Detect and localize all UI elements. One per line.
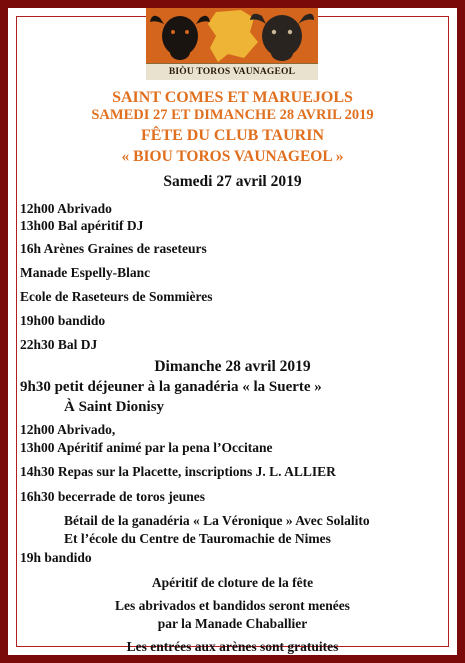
schedule-item: 16h Arènes Graines de raseteurs: [20, 241, 207, 256]
schedule-item: 19h bandido: [20, 550, 92, 565]
logo-banner-text: BIÒU TOROS VAUNAGEOL: [146, 63, 318, 80]
header-club: « BIOU TOROS VAUNAGEOL »: [121, 148, 344, 165]
schedule-item: 22h30 Bal DJ: [20, 337, 98, 352]
footer-free-entry: Les entrées aux arènes sont gratuites: [126, 639, 339, 654]
schedule-item: Ecole de Raseteurs de Sommières: [20, 289, 213, 304]
schedule-item: 14h30 Repas sur la Placette, inscriptions J. L. ALLIER: [20, 464, 336, 479]
header-event: FÊTE DU CLUB TAURIN: [141, 127, 324, 144]
schedule-item: 19h00 bandido: [20, 313, 106, 328]
bull-heads-icon: [146, 8, 318, 66]
schedule-item: Manade Espelly-Blanc: [20, 265, 151, 280]
footer-manade-line2: par la Manade Chaballier: [157, 616, 308, 631]
saturday-heading: Samedi 27 avril 2019: [163, 173, 302, 190]
sunday-heading: Dimanche 28 avril 2019: [154, 358, 311, 375]
breakfast-location: À Saint Dionisy: [64, 399, 165, 415]
header-dates: SAMEDI 27 ET DIMANCHE 28 AVRIL 2019: [91, 107, 374, 123]
club-logo: [146, 8, 318, 80]
schedule-item: 12h00 Abrivado: [20, 201, 112, 216]
ecole-line: Et l’école du Centre de Tauromachie de Nimes: [64, 531, 331, 546]
schedule-item: 12h00 Abrivado,: [20, 422, 116, 437]
schedule-item: 13h00 Apéritif animé par la pena l’Occitane: [20, 440, 273, 455]
schedule-item: 13h00 Bal apéritif DJ: [20, 218, 144, 233]
footer-aperitif: Apéritif de cloture de la fête: [151, 575, 314, 590]
header-town: SAINT COMES ET MARUEJOLS: [112, 89, 353, 106]
breakfast-line: 9h30 petit déjeuner à la ganadéria « la Suerte »: [20, 379, 322, 395]
footer-manade-line1: Les abrivados et bandidos seront menées: [115, 598, 350, 613]
schedule-item: 16h30 becerrade de toros jeunes: [20, 489, 205, 504]
betail-line: Bétail de la ganadéria « La Véronique » Avec Solalito: [64, 513, 370, 528]
